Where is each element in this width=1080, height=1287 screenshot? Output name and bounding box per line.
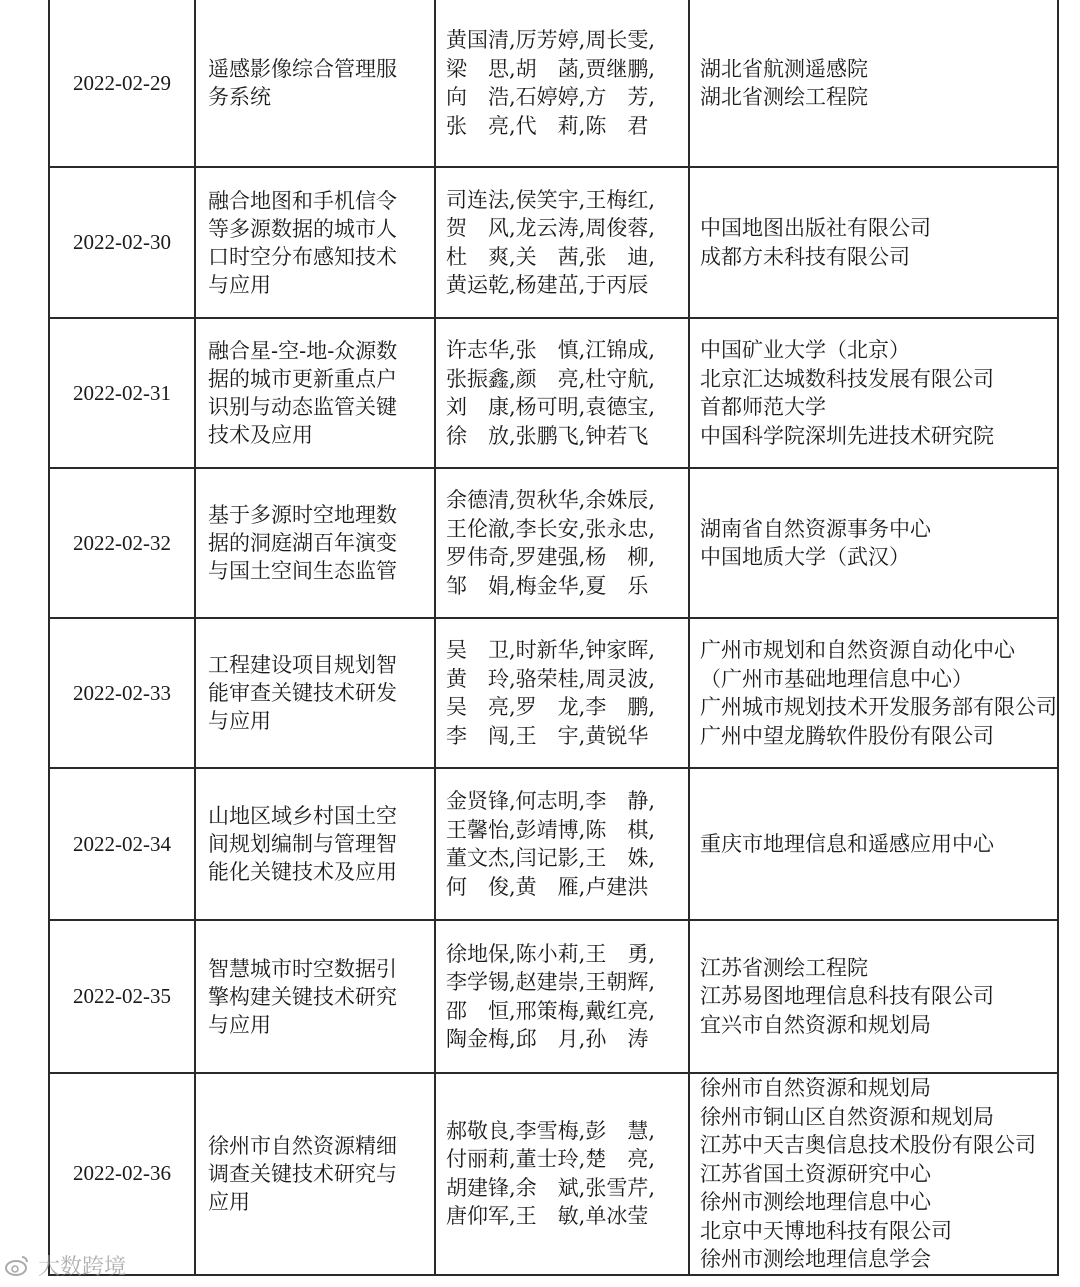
organization-name: 北京汇达城数科技发展有限公司 bbox=[700, 366, 994, 391]
participants-line: 邵 恒,邢策梅,戴红亮, bbox=[446, 998, 656, 1023]
project-name-line: 工程建设项目规划智 bbox=[208, 653, 397, 677]
organizations-cell bbox=[689, 468, 1058, 618]
participants-line: 邹 娟,梅金华,夏 乐 bbox=[446, 573, 649, 598]
project-name-line: 据的城市更新重点户 bbox=[208, 367, 397, 391]
organizations-cell bbox=[689, 768, 1058, 920]
participants-line: 许志华,张 慎,江锦成, bbox=[446, 338, 656, 362]
organizations-cell bbox=[689, 1073, 1058, 1275]
participants-line: 司连法,侯笑宇,王梅红, bbox=[446, 187, 656, 212]
organization-name: 北京中天博地科技有限公司 bbox=[700, 1218, 952, 1243]
project-name-line: 能审查关键技术研发 bbox=[208, 681, 397, 705]
participants-cell bbox=[435, 0, 689, 167]
table-row bbox=[49, 0, 1058, 167]
project-name-line: 融合星-空-地-众源数 bbox=[208, 339, 398, 363]
project-name-line: 能化关键技术及应用 bbox=[208, 860, 397, 884]
project-id: 2022-02-35 bbox=[73, 984, 171, 1008]
participants-line: 陶金梅,邱 月,孙 涛 bbox=[446, 1027, 649, 1051]
project-id-cell bbox=[49, 167, 195, 318]
participants-line: 罗伟奇,罗建强,杨 柳, bbox=[446, 545, 656, 569]
project-id: 2022-02-30 bbox=[73, 230, 171, 254]
organization-name: 广州城市规划技术开发服务部有限公司 bbox=[700, 695, 1057, 719]
project-id-cell bbox=[49, 0, 195, 167]
organization-name: 广州中望龙腾软件股份有限公司 bbox=[700, 723, 994, 748]
participants-cell bbox=[435, 1073, 689, 1275]
participants-line: 王馨怡,彭靖博,陈 棋, bbox=[446, 817, 656, 842]
project-id: 2022-02-29 bbox=[73, 70, 171, 95]
table-row bbox=[49, 468, 1058, 618]
project-id-cell bbox=[49, 318, 195, 468]
project-name-line: 智慧城市时空数据引 bbox=[208, 956, 397, 981]
participants-line: 黄 玲,骆荣桂,周灵波, bbox=[446, 666, 656, 691]
participants-line: 郝敬良,李雪梅,彭 慧, bbox=[446, 1118, 656, 1143]
organization-name: 徐州市自然资源和规划局 bbox=[700, 1076, 931, 1100]
project-name-line: 融合地图和手机信令 bbox=[208, 188, 397, 213]
project-name-line: 与应用 bbox=[208, 1012, 271, 1037]
project-id-cell bbox=[49, 1073, 195, 1275]
participants-line: 李学锡,赵建崇,王朝辉, bbox=[446, 970, 656, 994]
project-name-line: 等多源数据的城市人 bbox=[208, 216, 397, 241]
project-id-cell bbox=[49, 768, 195, 920]
participants-line: 张振鑫,颜 亮,杜守航, bbox=[446, 366, 656, 391]
organizations-cell bbox=[689, 0, 1058, 167]
project-name-line: 与应用 bbox=[208, 272, 271, 297]
project-name-line: 识别与动态监管关键 bbox=[208, 395, 397, 419]
project-name-line: 遥感影像综合管理服 bbox=[208, 57, 397, 81]
organization-name: 徐州市铜山区自然资源和规划局 bbox=[700, 1104, 994, 1129]
participants-line: 吴 卫,时新华,钟家晖, bbox=[446, 638, 656, 662]
watermark bbox=[4, 1250, 126, 1281]
organization-name: 宜兴市自然资源和规划局 bbox=[700, 1012, 931, 1037]
participants-cell bbox=[435, 618, 689, 768]
organization-name: 中国科学院深圳先进技术研究院 bbox=[700, 423, 994, 448]
project-name-line: 间规划编制与管理智 bbox=[208, 832, 397, 856]
organization-name: 徐州市测绘地理信息学会 bbox=[700, 1247, 931, 1271]
project-id-cell bbox=[49, 468, 195, 618]
project-id: 2022-02-31 bbox=[73, 380, 171, 405]
organization-name: 重庆市地理信息和遥感应用中心 bbox=[700, 831, 994, 856]
participants-cell bbox=[435, 920, 689, 1073]
weibo-logo-icon bbox=[4, 1253, 30, 1279]
participants-cell bbox=[435, 318, 689, 468]
project-id: 2022-02-32 bbox=[73, 530, 171, 555]
project-name-line: 口时空分布感知技术 bbox=[208, 244, 397, 269]
project-name-line: 务系统 bbox=[208, 85, 271, 109]
participants-line: 向 浩,石婷婷,方 芳, bbox=[446, 85, 656, 109]
table-row bbox=[49, 1073, 1058, 1275]
project-name-cell bbox=[195, 768, 435, 920]
project-name-line: 基于多源时空地理数 bbox=[208, 503, 397, 527]
table-row bbox=[49, 618, 1058, 768]
project-id: 2022-02-33 bbox=[73, 680, 171, 705]
project-name-line: 擎构建关键技术研究 bbox=[208, 984, 397, 1009]
organization-name: 中国地图出版社有限公司 bbox=[700, 216, 931, 240]
organization-name: 成都方未科技有限公司 bbox=[700, 244, 910, 269]
organization-name: 江苏中天吉奥信息技术股份有限公司 bbox=[700, 1133, 1036, 1157]
table-row bbox=[49, 920, 1058, 1073]
project-name-line: 据的洞庭湖百年演变 bbox=[208, 531, 397, 555]
participants-line: 金贤锋,何志明,李 静, bbox=[446, 789, 656, 813]
organization-name: 江苏省国土资源研究中心 bbox=[700, 1161, 931, 1186]
organization-name: 首都师范大学 bbox=[700, 395, 826, 419]
project-name-line: 与国土空间生态监管 bbox=[208, 559, 397, 583]
organization-name: 中国矿业大学（北京） bbox=[700, 338, 910, 362]
watermark-text: 大数跨境 bbox=[38, 1255, 127, 1280]
participants-line: 王伦澈,李长安,张永忠, bbox=[446, 516, 656, 541]
project-id-cell bbox=[49, 920, 195, 1073]
participants-line: 何 俊,黄 雁,卢建洪 bbox=[446, 874, 649, 899]
organization-name: （广州市基础地理信息中心） bbox=[700, 666, 973, 691]
table-row bbox=[49, 167, 1058, 318]
participants-line: 吴 亮,罗 龙,李 鹏, bbox=[446, 695, 656, 719]
project-name-cell bbox=[195, 0, 435, 167]
participants-line: 李 闯,王 宇,黄锐华 bbox=[446, 723, 649, 748]
organization-name: 中国地质大学（武汉） bbox=[700, 545, 910, 569]
participants-line: 刘 康,杨可明,袁德宝, bbox=[446, 395, 656, 419]
participants-line: 徐地保,陈小莉,王 勇, bbox=[446, 941, 656, 966]
project-id: 2022-02-36 bbox=[73, 1161, 171, 1186]
project-name-cell bbox=[195, 618, 435, 768]
award-table bbox=[48, 0, 1059, 1276]
participants-cell bbox=[435, 468, 689, 618]
organization-name: 广州市规划和自然资源自动化中心 bbox=[700, 638, 1015, 662]
participants-line: 黄国清,厉芳婷,周长雯, bbox=[446, 28, 656, 52]
project-name-line: 与应用 bbox=[208, 709, 271, 733]
participants-line: 梁 思,胡 菡,贾继鹏, bbox=[446, 56, 656, 81]
organizations-cell bbox=[689, 618, 1058, 768]
project-name-line: 调查关键技术研究与 bbox=[208, 1161, 397, 1186]
project-name-cell bbox=[195, 167, 435, 318]
organizations-cell bbox=[689, 167, 1058, 318]
organization-name: 湖南省自然资源事务中心 bbox=[700, 516, 931, 541]
organization-name: 湖北省测绘工程院 bbox=[700, 85, 868, 109]
project-id-cell bbox=[49, 618, 195, 768]
participants-line: 徐 放,张鹏飞,钟若飞 bbox=[446, 423, 649, 448]
project-name-cell bbox=[195, 920, 435, 1073]
organizations-cell bbox=[689, 318, 1058, 468]
table-body bbox=[49, 0, 1058, 1275]
project-name-line: 徐州市自然资源精细 bbox=[208, 1133, 397, 1158]
participants-cell bbox=[435, 768, 689, 920]
participants-line: 付丽莉,董士玲,楚 亮, bbox=[446, 1147, 656, 1172]
organizations-cell bbox=[689, 920, 1058, 1073]
project-name-line: 山地区域乡村国土空 bbox=[208, 804, 397, 828]
participants-line: 董文杰,闫记影,王 姝, bbox=[446, 846, 656, 870]
project-name-cell bbox=[195, 318, 435, 468]
participants-line: 杜 爽,关 茜,张 迪, bbox=[446, 244, 656, 269]
table-row bbox=[49, 768, 1058, 920]
participants-line: 黄运乾,杨建茁,于丙辰 bbox=[446, 273, 649, 297]
table-row bbox=[49, 318, 1058, 468]
project-name-line: 技术及应用 bbox=[208, 423, 313, 447]
organization-name: 江苏省测绘工程院 bbox=[700, 955, 868, 980]
organization-name: 湖北省航测遥感院 bbox=[700, 56, 868, 81]
participants-line: 唐仰军,王 敏,单冰莹 bbox=[446, 1204, 649, 1229]
project-name-cell bbox=[195, 1073, 435, 1275]
project-name-cell bbox=[195, 468, 435, 618]
participants-line: 张 亮,代 莉,陈 君 bbox=[446, 113, 649, 138]
participants-line: 余德清,贺秋华,余姝辰, bbox=[446, 488, 656, 512]
organization-name: 江苏易图地理信息科技有限公司 bbox=[700, 984, 994, 1009]
participants-line: 贺 风,龙云涛,周俊蓉, bbox=[446, 216, 656, 240]
project-name-line: 应用 bbox=[208, 1189, 250, 1214]
project-id: 2022-02-34 bbox=[73, 831, 171, 856]
participants-cell bbox=[435, 167, 689, 318]
organization-name: 徐州市测绘地理信息中心 bbox=[700, 1190, 931, 1214]
participants-line: 胡建锋,余 斌,张雪芹, bbox=[446, 1175, 656, 1200]
